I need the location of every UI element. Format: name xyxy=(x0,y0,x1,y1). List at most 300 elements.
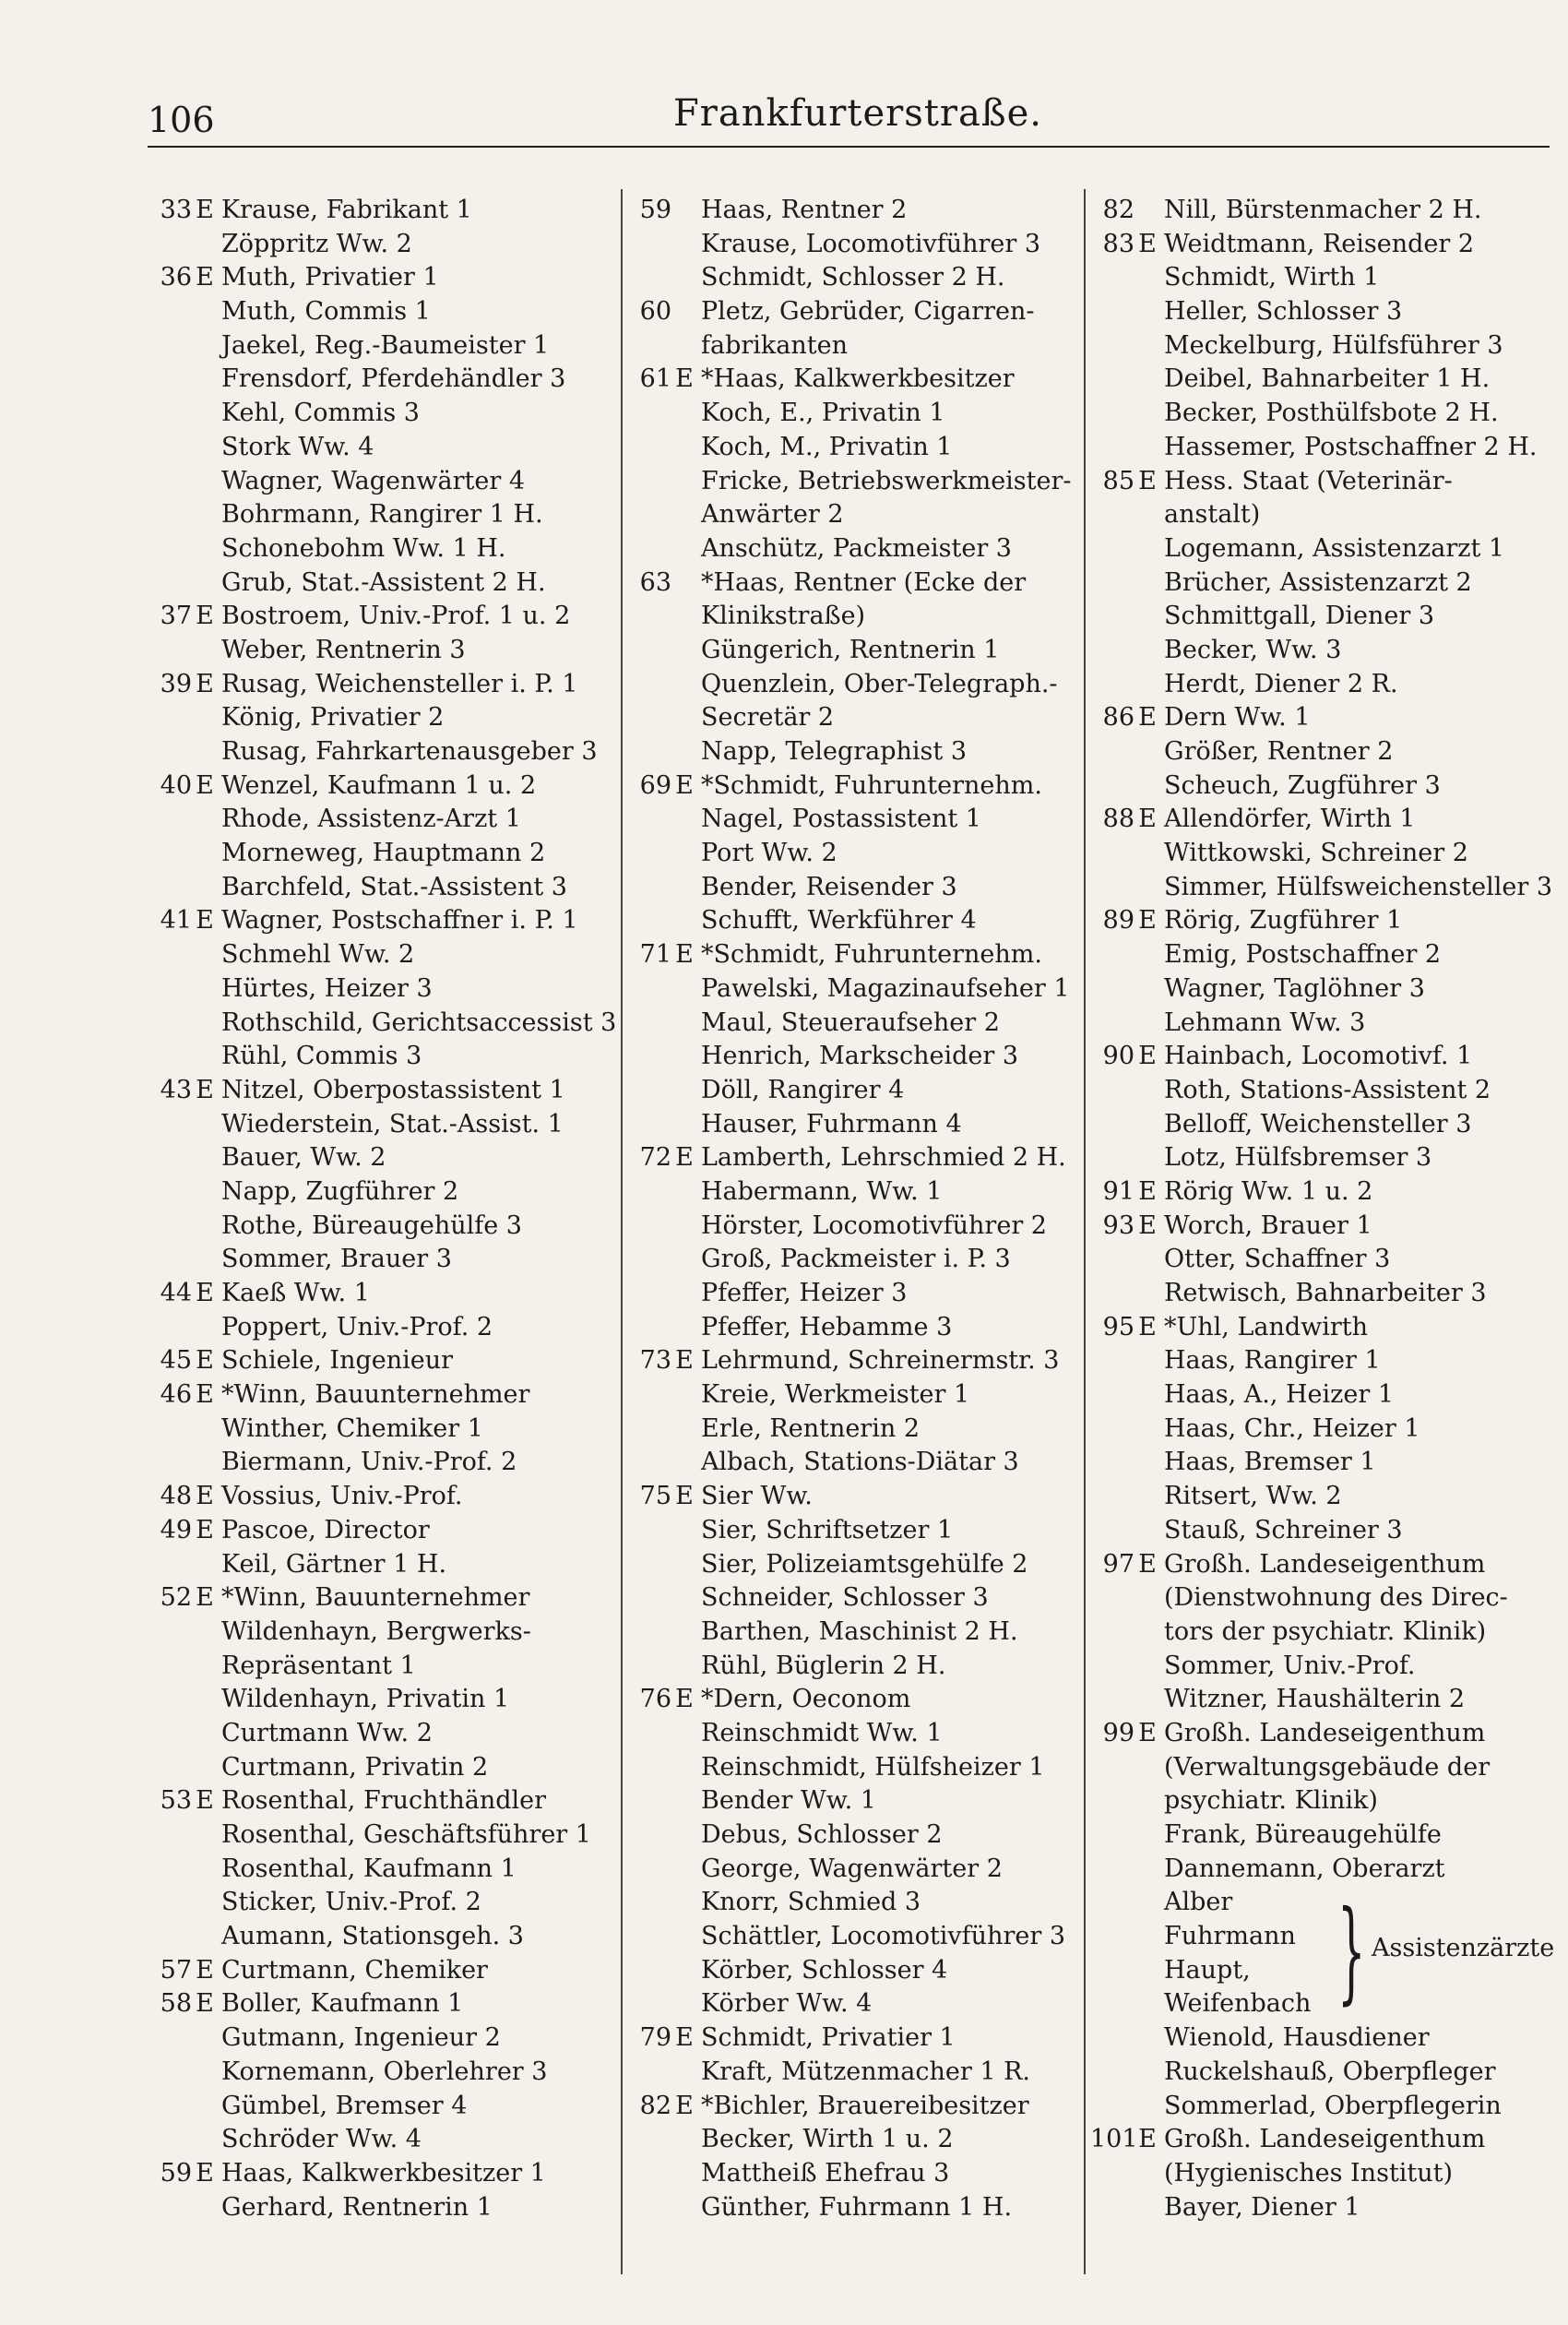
resident-text: Wittkowski, Schreiner 2 xyxy=(1164,839,1468,868)
house-number: 82 xyxy=(639,2091,671,2120)
directory-entry xyxy=(148,2056,627,2090)
owner-mark xyxy=(1134,1650,1160,1684)
directory-entry xyxy=(148,1650,627,1684)
resident-text: Ritsert, Ww. 2 xyxy=(1164,1482,1342,1511)
directory-entry xyxy=(148,735,627,769)
directory-entry xyxy=(1090,1751,1561,1785)
house-number xyxy=(1090,566,1134,601)
owner-mark xyxy=(671,1175,697,1210)
owner-mark xyxy=(1134,1243,1160,1277)
owner-mark: E xyxy=(1138,805,1157,834)
directory-entry xyxy=(1090,634,1561,668)
directory-entry xyxy=(1090,769,1561,804)
house-number: 52 xyxy=(160,1583,192,1613)
owner-mark: E xyxy=(196,1786,214,1816)
house-number: 49 xyxy=(160,1515,192,1544)
house-number xyxy=(627,1751,671,1785)
directory-entry xyxy=(627,566,1088,601)
house-number: 57 xyxy=(160,1955,192,1985)
directory-entry xyxy=(1090,2021,1561,2056)
resident-text: Otter, Schaffner 3 xyxy=(1164,1245,1391,1274)
owner-mark xyxy=(1134,837,1160,871)
resident-text: Anschütz, Packmeister 3 xyxy=(701,533,1012,563)
owner-mark xyxy=(671,1717,697,1751)
resident-text: Ruckelshauß, Oberpfleger xyxy=(1164,2057,1496,2086)
house-number xyxy=(148,1650,192,1684)
owner-mark xyxy=(671,904,697,938)
house-number xyxy=(627,2191,671,2225)
resident-text: (Dienstwohnung des Direc- xyxy=(1164,1583,1508,1613)
resident-text: Krause, Locomotivführer 3 xyxy=(701,229,1041,258)
page-title: Frankfurterstraße. xyxy=(673,92,1042,135)
resident-text: Alber xyxy=(1164,1888,1233,1917)
resident-text: Rühl, Commis 3 xyxy=(221,1042,422,1071)
resident-text: Becker, Posthülfsbote 2 H. xyxy=(1164,399,1499,428)
owner-mark xyxy=(1134,1413,1160,1447)
directory-entry xyxy=(1090,735,1561,769)
directory-entry xyxy=(148,397,627,431)
resident-text: Frensdorf, Pferdehändler 3 xyxy=(221,364,566,394)
house-number: 69 xyxy=(639,770,671,800)
house-number: 85 xyxy=(1102,466,1134,495)
owner-mark xyxy=(1134,1446,1160,1480)
house-number xyxy=(627,1954,671,1988)
house-number xyxy=(1090,261,1134,295)
resident-text: Henrich, Markscheider 3 xyxy=(701,1042,1019,1071)
directory-entry xyxy=(148,566,627,601)
directory-entry xyxy=(1090,1243,1561,1277)
directory-entry xyxy=(1090,1616,1561,1650)
house-number xyxy=(1090,1480,1134,1514)
owner-mark xyxy=(192,735,218,769)
resident-text: Hess. Staat (Veterinär- xyxy=(1164,466,1453,495)
directory-entry xyxy=(627,2157,1088,2191)
resident-text: Haas, Chr., Heizer 1 xyxy=(1164,1413,1420,1443)
owner-mark xyxy=(1134,634,1160,668)
resident-text: Dannemann, Oberarzt xyxy=(1164,1854,1445,1883)
house-number xyxy=(627,2123,671,2157)
owner-mark xyxy=(671,972,697,1007)
owner-mark xyxy=(1134,431,1160,465)
owner-mark xyxy=(671,228,697,262)
owner-mark xyxy=(671,397,697,431)
directory-entry xyxy=(148,1480,627,1514)
owner-mark xyxy=(671,261,697,295)
owner-mark xyxy=(1134,1853,1160,1887)
owner-mark xyxy=(192,1818,218,1853)
directory-entry xyxy=(1090,1007,1561,1041)
house-number xyxy=(148,397,192,431)
house-number xyxy=(1090,1581,1134,1616)
house-number xyxy=(148,566,192,601)
directory-entry xyxy=(1090,1446,1561,1480)
resident-text: Rosenthal, Fruchthändler xyxy=(221,1786,547,1816)
directory-entry xyxy=(148,465,627,499)
house-number: 71 xyxy=(639,940,671,970)
owner-mark xyxy=(1134,2157,1160,2191)
resident-text: Simmer, Hülfsweichensteller 3 xyxy=(1164,872,1553,901)
directory-entry xyxy=(148,329,627,364)
header-rule xyxy=(148,146,1550,148)
resident-text: Wagner, Wagenwärter 4 xyxy=(221,466,526,495)
house-number xyxy=(627,228,671,262)
directory-entry xyxy=(627,803,1088,837)
resident-text: *Winn, Bauunternehmer xyxy=(221,1583,530,1613)
owner-mark xyxy=(1134,1514,1160,1548)
owner-mark xyxy=(1134,363,1160,397)
owner-mark xyxy=(671,701,697,735)
house-number xyxy=(148,2056,192,2090)
owner-mark: E xyxy=(1138,1312,1157,1341)
directory-entry xyxy=(148,803,627,837)
resident-text: Hürtes, Heizer 3 xyxy=(221,973,433,1003)
directory-entry xyxy=(1090,1683,1561,1717)
house-number xyxy=(148,634,192,668)
directory-entry xyxy=(627,295,1088,329)
resident-text: Schmidt, Wirth 1 xyxy=(1164,263,1380,292)
directory-entry xyxy=(148,1108,627,1142)
owner-mark xyxy=(671,1616,697,1650)
resident-text: Rühl, Büglerin 2 H. xyxy=(701,1651,946,1680)
directory-entry xyxy=(148,904,627,938)
directory-entry xyxy=(627,1616,1088,1650)
directory-entry xyxy=(627,600,1088,634)
owner-mark: E xyxy=(675,364,694,394)
directory-entry xyxy=(627,735,1088,769)
directory-entry xyxy=(627,532,1088,566)
resident-text: Emig, Postschaffner 2 xyxy=(1164,940,1442,970)
resident-text: *Winn, Bauunternehmer xyxy=(221,1380,530,1410)
house-number xyxy=(1090,295,1134,329)
owner-mark xyxy=(671,2123,697,2157)
owner-mark xyxy=(192,1717,218,1751)
house-number xyxy=(1090,1074,1134,1108)
resident-text: Rusag, Fahrkartenausgeber 3 xyxy=(221,737,598,766)
owner-mark xyxy=(1134,668,1160,702)
house-number xyxy=(148,1818,192,1853)
house-number: 83 xyxy=(1102,229,1134,258)
house-number xyxy=(1090,735,1134,769)
directory-entry xyxy=(627,1548,1088,1582)
resident-text: *Bichler, Brauereibesitzer xyxy=(701,2091,1029,2120)
house-number: 75 xyxy=(639,1482,671,1511)
house-number xyxy=(148,1717,192,1751)
resident-text: Schufft, Werkführer 4 xyxy=(701,906,977,936)
house-number: 79 xyxy=(639,2023,671,2053)
directory-entry xyxy=(627,1683,1088,1717)
house-number xyxy=(148,2090,192,2124)
owner-mark xyxy=(192,566,218,601)
house-number xyxy=(627,803,671,837)
directory-entry xyxy=(148,532,627,566)
owner-mark xyxy=(671,1954,697,1988)
owner-mark xyxy=(192,1007,218,1041)
directory-entry xyxy=(627,261,1088,295)
house-number xyxy=(627,1853,671,1887)
directory-entry xyxy=(1090,1548,1561,1582)
owner-mark xyxy=(1134,735,1160,769)
resident-text: Morneweg, Hauptmann 2 xyxy=(221,839,546,868)
directory-entry xyxy=(1090,1277,1561,1311)
owner-mark xyxy=(192,1108,218,1142)
owner-mark xyxy=(671,1650,697,1684)
directory-entry xyxy=(1090,871,1561,905)
directory-entry xyxy=(148,1751,627,1785)
directory-entry xyxy=(1090,972,1561,1007)
resident-text: tors der psychiatr. Klinik) xyxy=(1164,1616,1487,1646)
resident-text: Repräsentant 1 xyxy=(221,1651,416,1680)
owner-mark xyxy=(671,1818,697,1853)
house-number xyxy=(627,498,671,532)
directory-entry xyxy=(1090,363,1561,397)
resident-text: Herdt, Diener 2 R. xyxy=(1164,669,1398,698)
house-number xyxy=(1090,431,1134,465)
resident-text: Retwisch, Bahnarbeiter 3 xyxy=(1164,1279,1487,1307)
directory-entry xyxy=(1090,1141,1561,1175)
directory-entry xyxy=(148,1548,627,1582)
house-number: 91 xyxy=(1102,1176,1134,1206)
house-number xyxy=(148,1175,192,1210)
resident-text: Bauer, Ww. 2 xyxy=(221,1143,386,1173)
house-number xyxy=(148,701,192,735)
house-number xyxy=(627,871,671,905)
owner-mark xyxy=(1134,498,1160,532)
directory-entry xyxy=(1090,1853,1561,1887)
directory-entry xyxy=(627,228,1088,262)
owner-mark xyxy=(671,1920,697,1954)
directory-entry xyxy=(1090,904,1561,938)
house-number xyxy=(1090,1818,1134,1853)
house-number: 95 xyxy=(1102,1312,1134,1341)
resident-text: Sier Ww. xyxy=(701,1482,813,1511)
resident-text: Pfeffer, Heizer 3 xyxy=(701,1279,908,1307)
house-number xyxy=(148,2021,192,2056)
house-number xyxy=(1090,532,1134,566)
resident-text: Frank, Büreaugehülfe xyxy=(1164,1820,1442,1849)
owner-mark xyxy=(1134,1344,1160,1378)
house-number xyxy=(148,431,192,465)
directory-entry xyxy=(627,972,1088,1007)
resident-text: Hainbach, Locomotivf. 1 xyxy=(1164,1042,1473,1071)
owner-mark: E xyxy=(196,1989,214,2019)
resident-text: Schröder Ww. 4 xyxy=(221,2125,422,2154)
owner-mark xyxy=(671,1074,697,1108)
directory-entry xyxy=(627,1277,1088,1311)
directory-entry xyxy=(1090,1581,1561,1616)
owner-mark xyxy=(1134,397,1160,431)
owner-mark xyxy=(671,1277,697,1311)
house-number xyxy=(1090,1007,1134,1041)
resident-text: Nagel, Postassistent 1 xyxy=(701,805,981,834)
directory-entry xyxy=(627,2191,1088,2225)
house-number xyxy=(627,532,671,566)
directory-entry xyxy=(627,634,1088,668)
owner-mark xyxy=(192,1413,218,1447)
resident-text: Groß, Packmeister i. P. 3 xyxy=(701,1245,1011,1274)
owner-mark xyxy=(1134,871,1160,905)
owner-mark xyxy=(671,2157,697,2191)
house-number xyxy=(627,1074,671,1108)
house-number xyxy=(627,1040,671,1074)
resident-text: Stork Ww. 4 xyxy=(221,432,374,461)
house-number xyxy=(627,1243,671,1277)
resident-text: Kehl, Commis 3 xyxy=(221,399,420,428)
owner-mark xyxy=(192,363,218,397)
owner-mark: E xyxy=(1138,1042,1157,1071)
resident-text: Sier, Schriftsetzer 1 xyxy=(701,1515,954,1544)
owner-mark xyxy=(671,668,697,702)
owner-mark: E xyxy=(196,1583,214,1613)
resident-text: *Schmidt, Fuhrunternehm. xyxy=(701,940,1042,970)
owner-mark xyxy=(192,1548,218,1582)
directory-entry xyxy=(1090,1175,1561,1210)
resident-text: Muth, Privatier 1 xyxy=(221,263,439,292)
column-3 xyxy=(1090,194,1561,2224)
directory-entry xyxy=(627,1378,1088,1413)
owner-mark xyxy=(671,837,697,871)
house-number xyxy=(148,532,192,566)
owner-mark: E xyxy=(196,196,214,224)
house-number: 59 xyxy=(160,2158,192,2188)
house-number xyxy=(627,1717,671,1751)
owner-mark xyxy=(671,2191,697,2225)
directory-entry xyxy=(627,1581,1088,1616)
resident-text: Schmidt, Schlosser 2 H. xyxy=(701,263,1005,292)
owner-mark xyxy=(1134,566,1160,601)
house-number xyxy=(1090,668,1134,702)
resident-text: Hassemer, Postschaffner 2 H. xyxy=(1164,432,1538,461)
brace-label: Assistenzärzte xyxy=(1372,1934,1555,1963)
owner-mark: E xyxy=(196,906,214,936)
owner-mark xyxy=(1134,938,1160,972)
resident-text: Reinschmidt Ww. 1 xyxy=(701,1718,943,1747)
directory-entry xyxy=(1090,1717,1561,1751)
house-number xyxy=(148,1210,192,1244)
owner-mark xyxy=(192,2090,218,2124)
owner-mark xyxy=(192,1175,218,1210)
resident-text: *Haas, Rentner (Ecke der xyxy=(701,567,1027,597)
directory-entry xyxy=(1090,837,1561,871)
directory-entry xyxy=(148,600,627,634)
directory-entry xyxy=(148,498,627,532)
house-number xyxy=(627,1277,671,1311)
house-number: 41 xyxy=(160,906,192,936)
owner-mark xyxy=(1134,2021,1160,2056)
resident-text: Becker, Ww. 3 xyxy=(1164,635,1342,664)
house-number xyxy=(627,397,671,431)
house-number xyxy=(148,329,192,364)
directory-entry xyxy=(1090,1311,1561,1345)
directory-entry xyxy=(1090,1344,1561,1378)
house-number xyxy=(627,904,671,938)
directory-entry xyxy=(627,1751,1088,1785)
resident-text: Stauß, Schreiner 3 xyxy=(1164,1515,1403,1544)
directory-entry xyxy=(627,1040,1088,1074)
owner-mark xyxy=(1134,2056,1160,2090)
house-number xyxy=(148,1141,192,1175)
directory-entry xyxy=(148,1818,627,1853)
resident-text: Bender, Reisender 3 xyxy=(701,872,957,901)
house-number xyxy=(1090,837,1134,871)
house-number: 76 xyxy=(639,1685,671,1714)
owner-mark xyxy=(192,1243,218,1277)
directory-entry xyxy=(1090,397,1561,431)
owner-mark xyxy=(192,1616,218,1650)
owner-mark: E xyxy=(1138,1549,1157,1579)
directory-entry xyxy=(148,2157,627,2191)
house-number xyxy=(627,1548,671,1582)
house-number: 53 xyxy=(160,1786,192,1816)
directory-entry xyxy=(148,295,627,329)
directory-entry xyxy=(148,1277,627,1311)
owner-mark xyxy=(192,634,218,668)
house-number: 61 xyxy=(639,364,671,394)
owner-mark xyxy=(671,1108,697,1142)
house-number: 48 xyxy=(160,1482,192,1511)
resident-text: Weifenbach xyxy=(1164,1989,1312,2019)
directory-entry xyxy=(627,1717,1088,1751)
house-number xyxy=(1090,2056,1134,2090)
directory-entry xyxy=(148,1514,627,1548)
owner-mark xyxy=(671,1243,697,1277)
resident-text: Koch, M., Privatin 1 xyxy=(701,432,953,461)
owner-mark xyxy=(671,1853,697,1887)
house-number xyxy=(627,1413,671,1447)
house-number xyxy=(148,871,192,905)
house-number: 58 xyxy=(160,1989,192,2019)
owner-mark xyxy=(671,532,697,566)
resident-text: Wagner, Postschaffner i. P. 1 xyxy=(221,906,578,936)
resident-text: Schmehl Ww. 2 xyxy=(221,940,415,970)
directory-entry xyxy=(627,1446,1088,1480)
resident-text: Poppert, Univ.-Prof. 2 xyxy=(221,1312,493,1341)
directory-entry xyxy=(627,668,1088,702)
owner-mark: E xyxy=(196,1955,214,1985)
house-number xyxy=(148,837,192,871)
resident-text: Weber, Rentnerin 3 xyxy=(221,635,466,664)
owner-mark xyxy=(671,1413,697,1447)
owner-mark xyxy=(192,329,218,364)
resident-text: Witzner, Haushälterin 2 xyxy=(1164,1685,1465,1714)
resident-text: Lamberth, Lehrschmied 2 H. xyxy=(701,1143,1066,1173)
house-number xyxy=(1090,1650,1134,1684)
directory-entry xyxy=(148,1007,627,1041)
owner-mark xyxy=(192,498,218,532)
house-number xyxy=(627,1818,671,1853)
owner-mark: E xyxy=(196,602,214,631)
resident-text: Lotz, Hülfsbremser 3 xyxy=(1164,1143,1432,1173)
resident-text: Koch, E., Privatin 1 xyxy=(701,399,945,428)
owner-mark xyxy=(671,1987,697,2021)
resident-text: Sommerlad, Oberpflegerin xyxy=(1164,2091,1502,2120)
house-number xyxy=(1090,2021,1134,2056)
house-number xyxy=(1090,1751,1134,1785)
house-number: 97 xyxy=(1102,1549,1134,1579)
resident-text: Keil, Gärtner 1 H. xyxy=(221,1549,447,1579)
house-number xyxy=(1090,1344,1134,1378)
directory-entry xyxy=(148,2191,627,2225)
owner-mark xyxy=(671,1784,697,1818)
directory-entry xyxy=(627,871,1088,905)
directory-entry xyxy=(1090,1074,1561,1108)
resident-text: Kornemann, Oberlehrer 3 xyxy=(221,2057,548,2086)
directory-entry xyxy=(627,1243,1088,1277)
house-number xyxy=(1090,972,1134,1007)
house-number xyxy=(148,498,192,532)
resident-text: Knorr, Schmied 3 xyxy=(701,1888,921,1917)
owner-mark xyxy=(192,1650,218,1684)
house-number xyxy=(1090,1514,1134,1548)
